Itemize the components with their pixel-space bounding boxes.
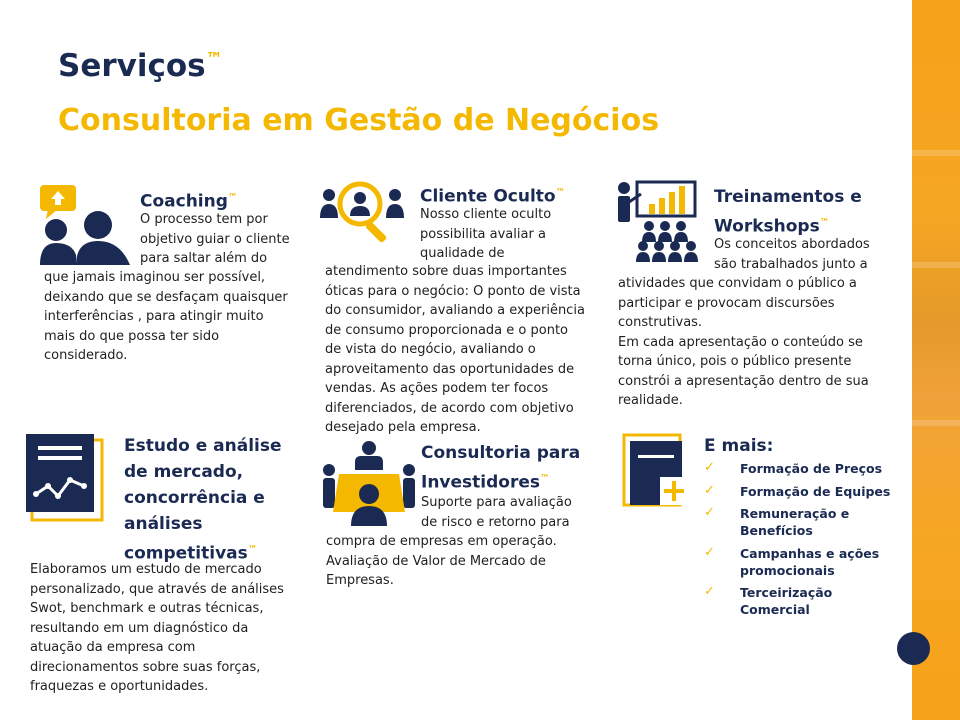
list-item: ✓ Formação de Equipes — [704, 482, 891, 499]
document-plus-icon — [622, 433, 694, 513]
cliente-oculto-text-right: Nosso cliente oculto possibilita avaliar a qualidade de — [420, 207, 552, 261]
treinamentos-text-right: Os conceitos abordados são trabalhados junto a — [714, 237, 870, 272]
meeting-table-icon — [321, 440, 417, 526]
slide-dot — [897, 632, 930, 665]
coaching-text: que jamais imaginou ser possível, deixando que se desfaçam quaisquer interferências , para atingir muito mais do que possa ter sido considerado. — [44, 270, 288, 363]
treinamentos-heading: Treinamentos e Workshops™ — [714, 187, 862, 237]
coaching-heading: Coaching™ — [140, 191, 238, 212]
e-mais-heading: E mais: — [704, 436, 774, 456]
report-chart-icon — [26, 434, 104, 522]
page-subtitle: Consultoria em Gestão de Negócios — [58, 103, 660, 138]
presentation-board-icon — [615, 180, 699, 262]
check-icon: ✓ — [704, 460, 715, 475]
investidores-heading: Consultoria para Investidores™ — [421, 443, 581, 493]
estudo-text: Elaboramos um estudo de mercado personalizado, que através de análises Swot, benchmark e outras técnicas, resultando em um diagnóstico da atuação da empresa com direcionamentos sobre suas forças, fraquezas e oportunidades. — [30, 562, 284, 694]
right-accent-bar — [912, 0, 960, 720]
e-mais-list — [702, 460, 902, 624]
check-icon: ✓ — [704, 544, 715, 560]
list-item: ✓ Campanhas e ações promocionais — [704, 544, 880, 578]
cliente-oculto-heading: Cliente Oculto™ — [420, 186, 565, 207]
treinamentos-text: atividades que convidam o público a participar e provocam discursões construtivas. Em cada apresentação o conteúdo se torna único, pois o público presente constrói a apresentação dentro de sua realidade. — [618, 276, 869, 408]
list-item: ✓ Formação de Preços — [704, 460, 883, 476]
page-title: Serviços™ — [58, 48, 223, 84]
coaching-text-right: O processo tem por objetivo guiar o cliente para saltar além do — [140, 212, 290, 266]
investidores-text-right: Suporte para avaliação de risco e retorno para — [421, 495, 572, 530]
coaching-people-icon — [38, 183, 134, 265]
estudo-heading: Estudo e análise de mercado, concorrência e análises competitivas™ — [124, 436, 282, 564]
cliente-oculto-text: atendimento sobre duas importantes óticas para o negócio: O ponto de vista do consumidor, avaliando a experiência de consumo proporcionada e o ponto de vista do negócio, avaliando o aproveitamento das oportunidades de vendas. As ações podem ter focos diferenciados, de acordo com objetivo desejado pela empresa. — [325, 264, 585, 435]
check-icon: ✓ — [704, 505, 715, 520]
investidores-text: compra de empresas em operação. Avaliação de Valor de Mercado de Empresas. — [326, 534, 557, 588]
list-item: ✓ Terceirização Comercial — [704, 584, 833, 617]
check-icon: ✓ — [704, 584, 715, 599]
list-item: ✓ Remuneração e Benefícios — [704, 505, 850, 538]
check-icon: ✓ — [704, 482, 715, 498]
magnifier-people-icon — [320, 180, 404, 246]
